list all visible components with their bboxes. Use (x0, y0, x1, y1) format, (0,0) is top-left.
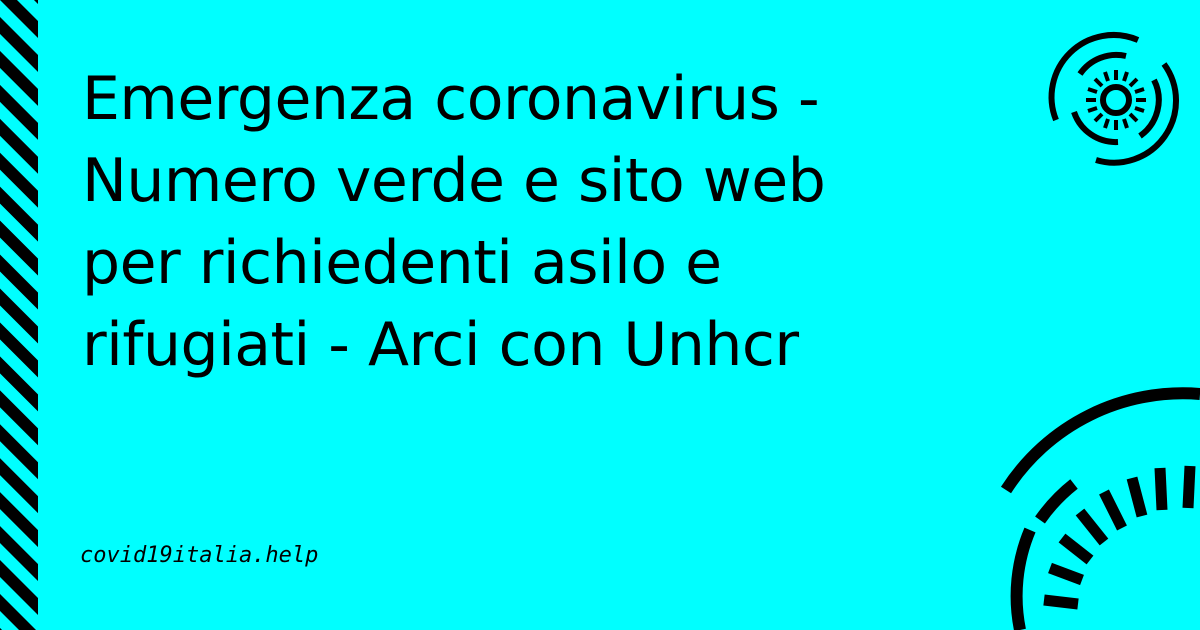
title-line: rifugiati - Arci con Unhcr (82, 310, 799, 380)
virus-icon (1036, 20, 1196, 180)
page-title (82, 58, 1042, 386)
title-line: Numero verde e sito web (82, 146, 826, 216)
title-line: Emergenza coronavirus - (82, 64, 820, 134)
diagonal-stripe-bar (0, 0, 38, 630)
site-link[interactable]: covid19italia.help (80, 543, 319, 568)
title-line: per richiedenti asilo e (82, 228, 722, 298)
virus-icon (990, 380, 1200, 630)
